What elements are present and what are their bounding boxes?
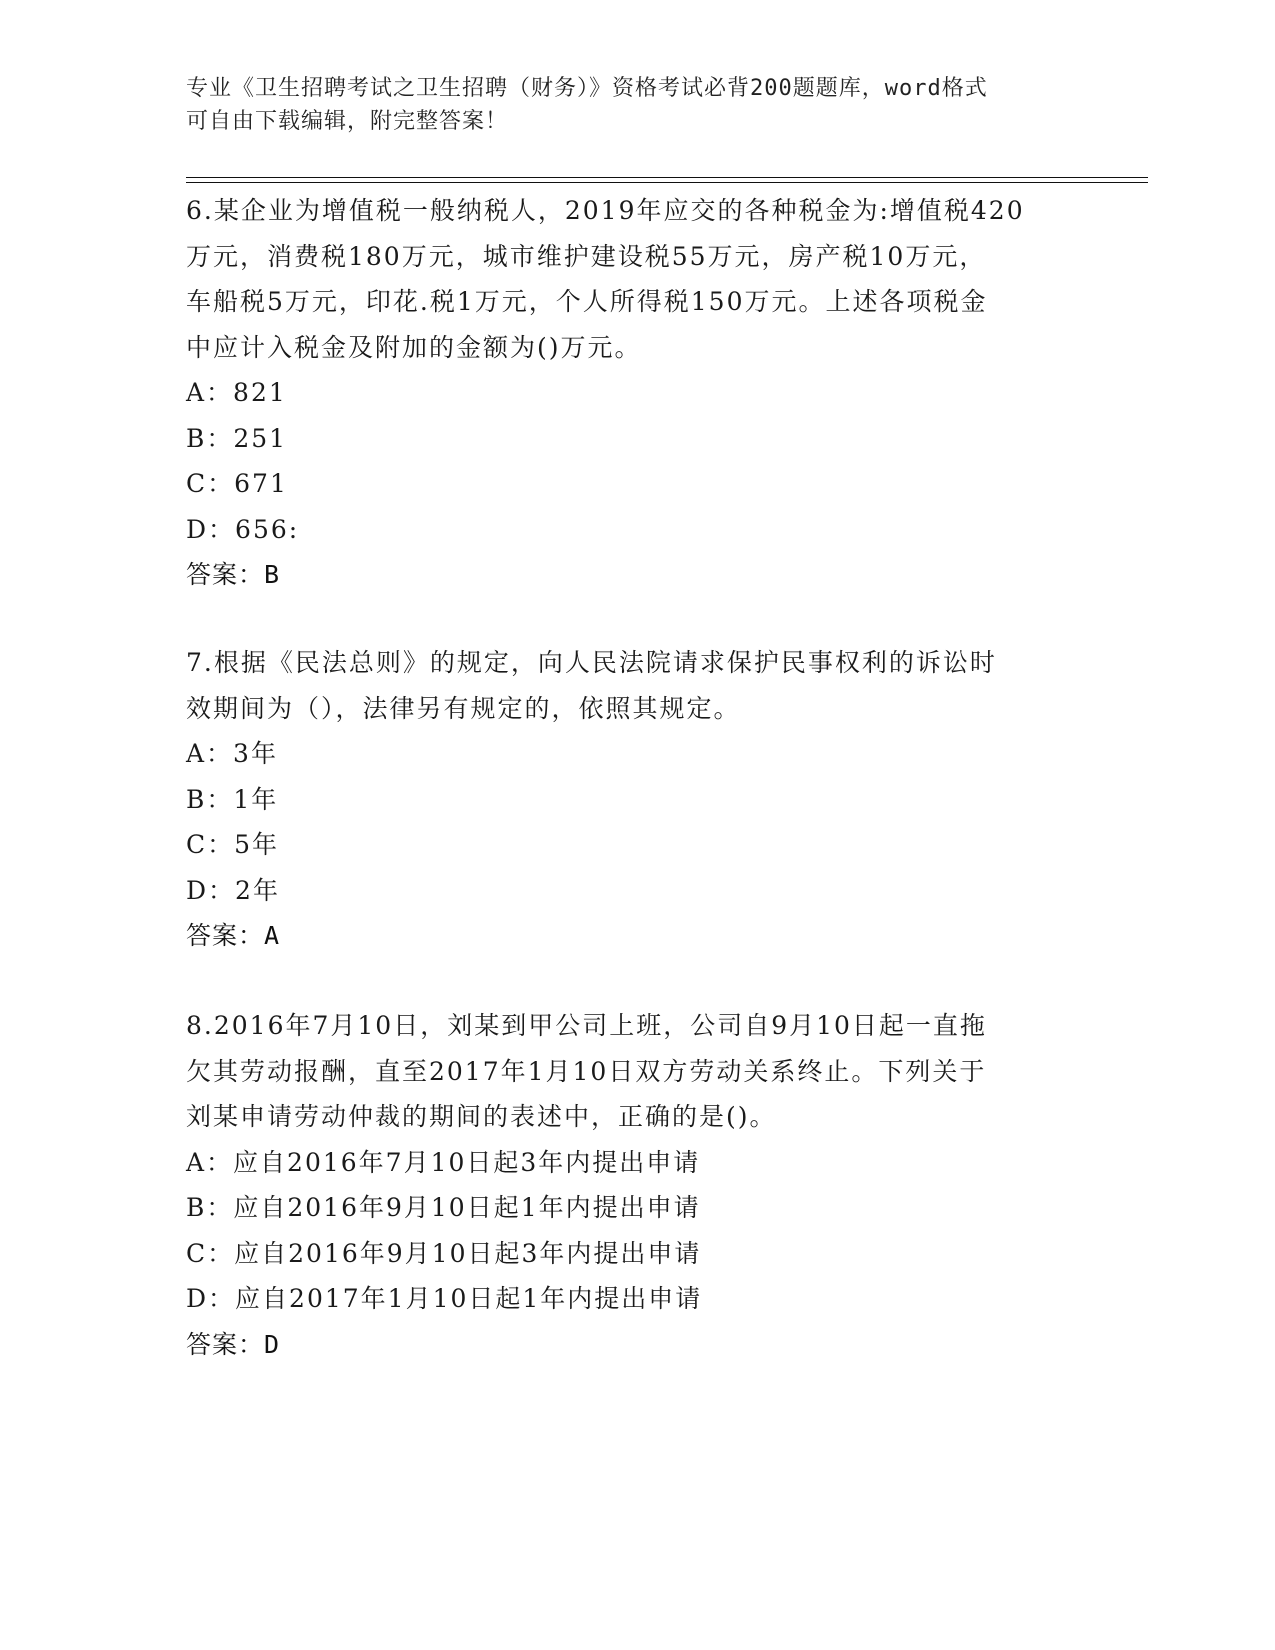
- question-6: [186, 188, 1086, 598]
- question-7: [186, 640, 1086, 959]
- header-line-1: 专业《卫生招聘考试之卫生招聘（财务）》资格考试必背200题题库，word格式: [186, 76, 988, 101]
- question-text-line: 7.根据《民法总则》的规定，向人民法院请求保护民事权利的诉讼时: [186, 648, 997, 677]
- option-c: C：5年: [186, 830, 280, 859]
- option-d: D：656:: [186, 514, 300, 544]
- header-line-2: 可自由下载编辑，附完整答案！: [186, 109, 509, 134]
- option-a: A：应自2016年7月10日起3年内提出申请: [186, 1147, 701, 1177]
- answer-label: 答案：B: [186, 560, 281, 589]
- option-c: C：671: [186, 469, 288, 498]
- question-text-line: 万元，消费税180万元，城市维护建设税55万元，房产税10万元，: [186, 241, 987, 271]
- answer-label: 答案：A: [186, 921, 281, 950]
- document-header: [186, 72, 1086, 138]
- option-a: A：3年: [186, 739, 278, 768]
- option-a: A：821: [186, 378, 287, 407]
- option-b: B：1年: [186, 784, 279, 814]
- option-d: D：应自2017年1月10日起1年内提出申请: [186, 1284, 703, 1313]
- question-text-line: 8.2016年7月10日，刘某到甲公司上班，公司自9月10日起一直拖: [186, 1011, 987, 1040]
- option-b: B：251: [186, 423, 288, 453]
- question-text-line: 刘某申请劳动仲裁的期间的表述中，正确的是()。: [186, 1102, 777, 1131]
- option-b: B：应自2016年9月10日起1年内提出申请: [186, 1193, 701, 1222]
- question-text-line: 效期间为（），法律另有规定的，依照其规定。: [186, 693, 741, 723]
- option-d: D：2年: [186, 875, 280, 905]
- header-divider-top: [186, 177, 1148, 178]
- question-text-line: 欠其劳动报酬，直至2017年1月10日双方劳动关系终止。下列关于: [186, 1056, 987, 1086]
- question-text-line: 中应计入税金及附加的金额为()万元。: [186, 332, 642, 362]
- question-text-line: 车船税5万元，印花.税1万元，个人所得税150万元。上述各项税金: [186, 287, 988, 316]
- answer-label: 答案：D: [186, 1329, 281, 1359]
- option-c: C：应自2016年9月10日起3年内提出申请: [186, 1238, 702, 1268]
- header-divider-bottom: [186, 182, 1148, 183]
- question-text-line: 6.某企业为增值税一般纳税人，2019年应交的各种税金为:增值税420: [186, 196, 1025, 225]
- question-8: [186, 1003, 1086, 1367]
